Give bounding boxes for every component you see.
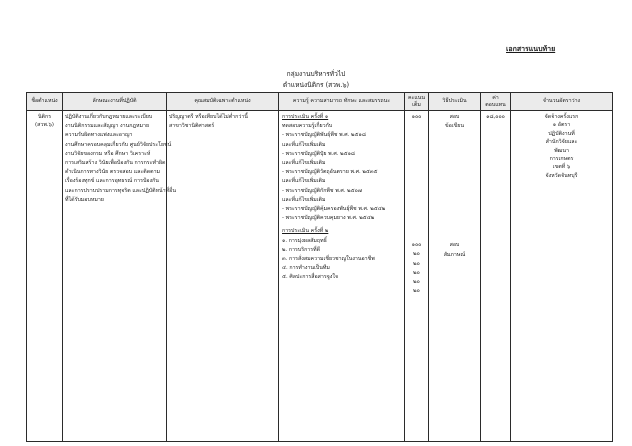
- round1-line: - พระราชบัญญัติคุ้มครองพันธุ์พืช พ.ศ. ๒๕๔๒: [282, 206, 386, 213]
- round2-total: ๑๐๐: [411, 242, 422, 249]
- round1-heading: การประเมิน ครั้งที่ ๑: [282, 114, 329, 120]
- vacancy-line: เขตที่ ๖: [552, 164, 571, 171]
- vacancy-line: พัฒนา: [554, 147, 569, 154]
- document-title-group: กลุ่มงานบริหารทั่วไป: [286, 70, 346, 78]
- round2-heading: การประเมิน ครั้งที่ ๒: [282, 228, 329, 235]
- duty-line: ที่ได้รับมอบหมาย: [65, 196, 104, 203]
- vacancy-line: การเกษตร: [549, 156, 574, 163]
- vacancy-line: ปฏิบัติงานที่: [548, 130, 575, 137]
- position-code: (สวพ.๖): [35, 122, 54, 128]
- vacancy-line: จังหวัดจันทบุรี: [545, 172, 578, 179]
- round2-method: สัมภาษณ์: [443, 251, 466, 258]
- header-method: วิธีประเมิน: [429, 93, 481, 111]
- round2-item: ๓. การสั่งสมความเชี่ยวชาญในงานอาชีพ: [282, 256, 375, 263]
- duty-line: งานวิจัยของกรม หรือ ศึกษา วิเคราะห์: [65, 150, 151, 157]
- duty-line: งานศึกษาครอบคลุมเกี่ยวกับ ศูนย์วิจัยประโยชน์: [65, 141, 172, 148]
- round2-item: ๔. การทำงานเป็นทีม: [282, 265, 330, 272]
- recruitment-table: [26, 92, 613, 442]
- competency-cell: [279, 111, 405, 442]
- round2-score: ๒๐: [413, 251, 420, 258]
- qualification-cell: [167, 111, 279, 442]
- duty-line: ความรับผิดทางแพ่งและอาญา: [65, 132, 133, 139]
- round1-method: ข้อเขียน: [445, 123, 464, 130]
- round1-method: สอบ: [449, 114, 460, 120]
- table-header-row: [27, 93, 613, 111]
- vacancy-line: จัดจ้างครั้งแรก: [544, 114, 579, 120]
- compensation-value: ๑๘,๐๐๐: [486, 114, 505, 120]
- duties-cell: [63, 111, 176, 442]
- vacancy-cell: [511, 111, 613, 442]
- header-full-score: คะแนนเต็ม: [405, 93, 429, 111]
- header-position-name: ชื่อตำแหน่ง: [27, 93, 63, 111]
- round2-item: ๒. การบริการที่ดี: [282, 246, 321, 253]
- round1-score: ๑๐๐: [411, 114, 422, 120]
- header-qualification: คุณสมบัติเฉพาะตำแหน่ง: [167, 93, 279, 111]
- duty-line: การเสริมสร้าง วินัยเพื่อป้องกัน การกระทำผิด: [65, 160, 166, 167]
- round1-line: - พระราชบัญญัติปุ๋ย พ.ศ. ๒๕๑๘: [282, 150, 356, 157]
- round1-line: - พระราชบัญญัติพันธุ์พืช พ.ศ. ๒๕๑๘: [282, 132, 366, 139]
- position-name: นิติกร: [37, 114, 52, 120]
- table-row: [27, 111, 613, 442]
- score-cell: [405, 111, 429, 442]
- round1-line: - พระราชบัญญัติกักพืช พ.ศ. ๒๕๐๗: [282, 187, 362, 194]
- round2-score: ๒๐: [413, 288, 420, 295]
- header-vacancy: จำนวนอัตราว่าง: [511, 93, 613, 111]
- round1-line: - พระราชบัญญัติวัตถุอันตราย พ.ศ. ๒๕๓๕: [282, 169, 378, 176]
- position-name-cell: [27, 111, 63, 442]
- attachment-label: เอกสารแนบท้าย: [506, 45, 556, 53]
- round2-item: ๑. การมุ่งผลสัมฤทธิ์: [282, 237, 327, 244]
- round1-line: และที่แก้ไขเพิ่มเติม: [282, 178, 326, 185]
- header-duties: ลักษณะงานที่ปฏิบัติ: [63, 93, 167, 111]
- round1-line: - พระราชบัญญัติควบคุมยาง พ.ศ. ๒๕๔๒: [282, 215, 375, 222]
- document-title-position: ตำแหน่งนิติกร (สวพ.๖): [282, 81, 350, 89]
- round1-line: และที่แก้ไขเพิ่มเติม: [282, 196, 326, 203]
- duty-line: เรื่องร้องทุกข์ และการอุทธรณ์ การป้องกัน: [65, 178, 159, 185]
- round1-line: และที่แก้ไขเพิ่มเติม: [282, 141, 326, 148]
- qualification-line: ปริญญาตรี หรือเทียบได้ไม่ต่ำกว่านี้: [169, 114, 248, 120]
- header-compensation: ค่าตอบแทน: [481, 93, 511, 111]
- duty-line: งานนิติกรรมและสัญญา งานกฎหมาย: [65, 123, 150, 130]
- duty-line: ปฏิบัติงานเกี่ยวกับกฎหมายและระเบียบ: [65, 114, 153, 120]
- round2-score: ๒๐: [413, 279, 420, 286]
- header-competency: ความรู้ ความสามารถ ทักษะ และสมรรถนะ: [279, 93, 405, 111]
- duty-line: และการปราบปรามการทุจริต และปฏิบัติหน้าที่อื่น: [65, 187, 176, 194]
- qualification-line: สาขาวิชานิติศาสตร์: [169, 123, 215, 130]
- round1-line: ทดสอบความรู้เกี่ยวกับ: [282, 123, 333, 130]
- round2-score: ๒๐: [413, 269, 420, 276]
- method-cell: [429, 111, 481, 442]
- compensation-cell: [481, 111, 511, 442]
- round2-method: สอบ: [449, 242, 460, 249]
- vacancy-line: ๑ อัตรา: [552, 122, 571, 129]
- duty-line: ดำเนินการทางวินัย ตรวจสอบ และติดตาม: [65, 169, 161, 176]
- round1-line: และที่แก้ไขเพิ่มเติม: [282, 160, 326, 167]
- round2-item: ๕. ศิลปะการสื่อสารจูงใจ: [282, 274, 339, 281]
- vacancy-line: สำนักวิจัยและ: [545, 139, 578, 146]
- round2-score: ๒๐: [413, 260, 420, 267]
